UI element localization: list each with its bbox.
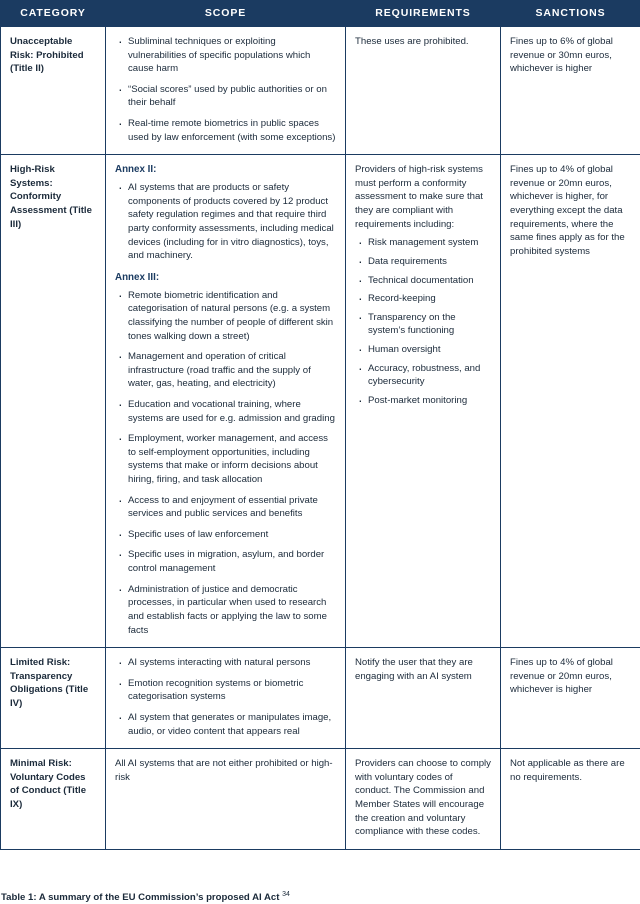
sanctions-cell: [501, 749, 640, 850]
column-header-requirements: REQUIREMENTS: [346, 1, 501, 27]
list-item: · Data requirements: [355, 255, 491, 269]
column-header-category: CATEGORY: [1, 1, 106, 27]
list-item: · Risk management system: [355, 236, 491, 250]
category-cell: High-Risk Systems: Conformity Assessment (Title III): [1, 155, 106, 648]
annex-ii-label: Annex II:: [115, 164, 157, 176]
table-caption: [0, 891, 290, 903]
scope-text: All AI systems that are not either prohibited or high-risk: [115, 758, 333, 783]
list-item: · Specific uses of law enforcement: [115, 528, 336, 542]
scope-cell: [106, 648, 346, 749]
column-header-sanctions: SANCTIONS: [501, 1, 640, 27]
list-item: · Accuracy, robustness, and cybersecurity: [355, 362, 491, 389]
requirements-list: [355, 236, 491, 407]
table-row: [1, 749, 640, 850]
sanctions-text: Fines up to 4% of global revenue or 20mn euros, whichever is higher: [510, 657, 613, 696]
table-row: [1, 27, 640, 155]
list-item: · Employment, worker management, and access to self-employment opportunities, including systems that make or inform decisions about hiring, firing, and task allocation: [115, 432, 336, 486]
requirements-cell: [346, 155, 501, 648]
requirements-intro: Providers of high-risk systems must perform a conformity assessment to make sure that they are compliant with requirements including:: [355, 164, 483, 230]
annex-ii-list: [115, 181, 336, 263]
scope-list: [115, 35, 336, 144]
sanctions-text: Fines up to 6% of global revenue or 30mn euros, whichever is higher: [510, 36, 613, 75]
list-item: · Human oversight: [355, 343, 491, 357]
list-item: · Management and operation of critical infrastructure (road traffic and the supply of water, gas, heating, and electricity): [115, 350, 336, 391]
requirements-text: Notify the user that they are engaging with an AI system: [355, 657, 473, 682]
requirements-text: These uses are prohibited.: [355, 36, 469, 47]
table-row: [1, 155, 640, 648]
list-item: · Specific uses in migration, asylum, and border control management: [115, 548, 336, 575]
column-header-scope: SCOPE: [106, 1, 346, 27]
list-item: · Administration of justice and democratic processes, in particular when used to research and establish facts or applying the law to some facts: [115, 583, 336, 637]
list-item: · Education and vocational training, where systems are used for e.g. admission and grading: [115, 398, 336, 425]
list-item: · Emotion recognition systems or biometric categorisation systems: [115, 677, 336, 704]
list-item: · AI system that generates or manipulates image, audio, or video content that appears real: [115, 711, 336, 738]
list-item: · Access to and enjoyment of essential private services and public services and benefits: [115, 494, 336, 521]
scope-cell: [106, 27, 346, 155]
footnote-marker: 34: [282, 890, 290, 898]
sanctions-text: Not applicable as there are no requirements.: [510, 758, 625, 783]
sanctions-cell: [501, 155, 640, 648]
sanctions-cell: [501, 27, 640, 155]
list-item: · “Social scores” used by public authorities or on their behalf: [115, 83, 336, 110]
list-item: · Technical documentation: [355, 274, 491, 288]
scope-cell: [106, 749, 346, 850]
requirements-cell: [346, 749, 501, 850]
annex-iii-label: Annex III:: [115, 271, 160, 283]
list-item: · Record-keeping: [355, 292, 491, 306]
list-item: · Remote biometric identification and categorisation of natural persons (e.g. a system classifying the number of people of different skin tones walking down a street): [115, 289, 336, 343]
scope-list: [115, 656, 336, 738]
sanctions-text: Fines up to 4% of global revenue or 20mn euros, whichever is higher, for everything except the data requirements, where the same fines apply as for the prohibited systems: [510, 164, 625, 257]
list-item: · AI systems that are products or safety components of products covered by 12 product safety regulation regimes and that require third party conformity assessments, including medical devices (including for in vitro diagnostics), toys, and machinery.: [115, 181, 336, 263]
list-item: · Post-market monitoring: [355, 394, 491, 408]
annex-iii-list: [115, 289, 336, 637]
list-item: · Transparency on the system’s functioning: [355, 311, 491, 338]
category-cell: Minimal Risk: Voluntary Codes of Conduct (Title IX): [1, 749, 106, 850]
requirements-cell: [346, 648, 501, 749]
category-cell: Limited Risk: Transparency Obligations (Title IV): [1, 648, 106, 749]
table-row: [1, 648, 640, 749]
list-item: · Real-time remote biometrics in public spaces used by law enforcement (with some exceptions): [115, 117, 336, 144]
list-item: · AI systems interacting with natural persons: [115, 656, 336, 670]
table-header-row: [1, 1, 640, 27]
table-caption-text: Table 1: A summary of the EU Commission’s proposed AI Act: [1, 892, 283, 903]
requirements-text: Providers can choose to comply with voluntary codes of conduct. The Commission and Member States will encourage the creation and voluntary compliance with these codes.: [355, 758, 491, 838]
requirements-cell: [346, 27, 501, 155]
sanctions-cell: [501, 648, 640, 749]
scope-cell: [106, 155, 346, 648]
category-cell: Unacceptable Risk: Prohibited (Title II): [1, 27, 106, 155]
list-item: · Subliminal techniques or exploiting vulnerabilities of specific populations which cause harm: [115, 35, 336, 76]
